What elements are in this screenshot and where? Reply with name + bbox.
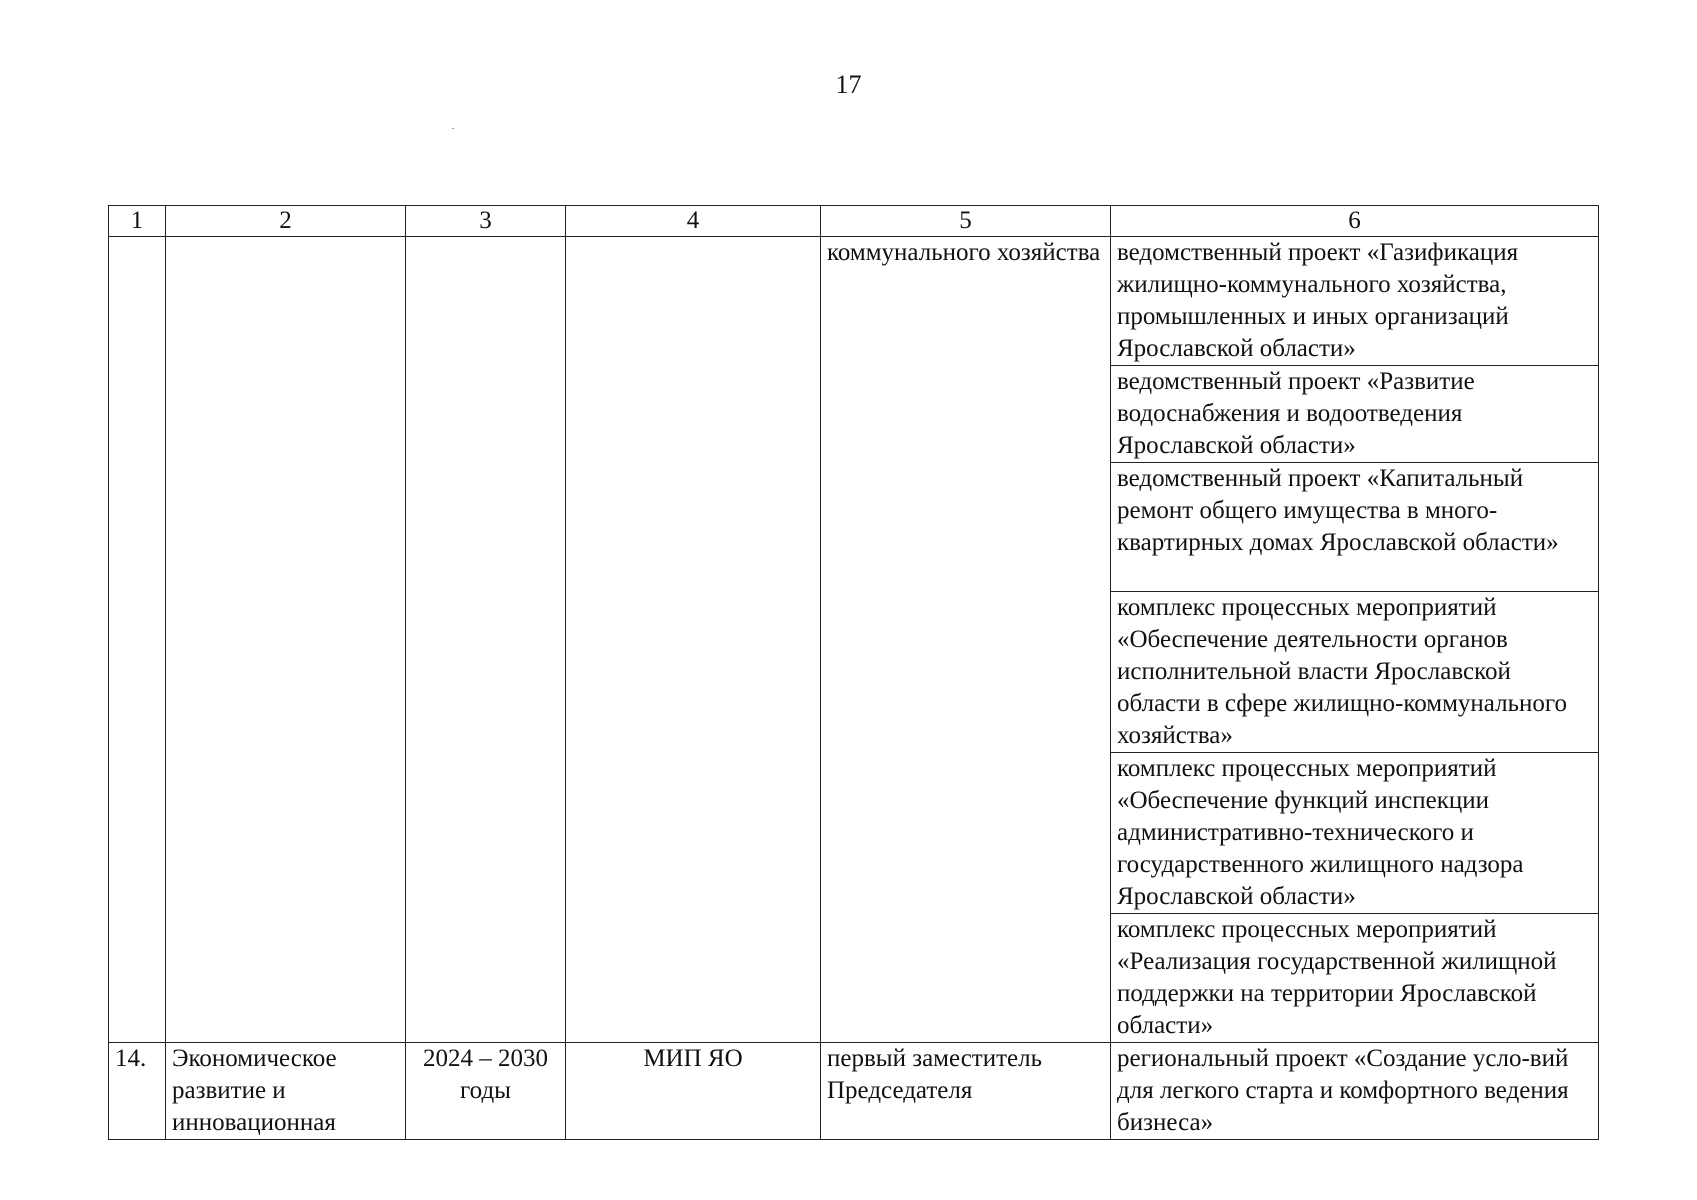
table-row-14 (109, 1043, 1599, 1140)
row-number: 14. (109, 1043, 166, 1140)
program-period: 2024 – 2030 годы (406, 1043, 566, 1140)
table-header-row (109, 206, 1599, 237)
structure-item: комплекс процессных мероприятий «Обеспечение деятельности органов исполнительной власти Ярославской области в сфере жилищно-коммунального хозяйства» (1111, 592, 1599, 753)
structure-item: ведомственный проект «Газификация жилищно-коммунального хозяйства, промышленных и иных организаций Ярославской области» (1111, 237, 1599, 366)
column-header-5: 5 (821, 206, 1111, 237)
page-number: 17 (835, 70, 862, 99)
continued-cell-num (109, 237, 166, 1043)
column-header-1: 1 (109, 206, 166, 237)
continued-cell-curator: коммунального хозяйства (821, 237, 1111, 1043)
program-table (108, 205, 1599, 1140)
table-row (109, 237, 1599, 366)
structure-item: ведомственный проект «Развитие водоснабжения и водоотведения Ярославской области» (1111, 366, 1599, 463)
program-executor: МИП ЯО (566, 1043, 821, 1140)
program-curator: первый заместитель Председателя (821, 1043, 1111, 1140)
structure-item: комплекс процессных мероприятий «Реализация государственной жилищной поддержки на территории Ярославской области» (1111, 914, 1599, 1043)
structure-item: комплекс процессных мероприятий «Обеспечение функций инспекции административно-технического и государственного жилищного надзора Ярославской области» (1111, 753, 1599, 914)
structure-item: региональный проект «Создание усло-вий для легкого старта и комфортного ведения бизнеса» (1111, 1043, 1599, 1140)
continued-cell-executor (566, 237, 821, 1043)
column-header-4: 4 (566, 206, 821, 237)
program-name: Экономическое развитие и инновационная (166, 1043, 406, 1140)
continued-cell-name (166, 237, 406, 1043)
column-header-6: 6 (1111, 206, 1599, 237)
column-header-3: 3 (406, 206, 566, 237)
continued-cell-period (406, 237, 566, 1043)
structure-item: ведомственный проект «Капитальный ремонт общего имущества в много-квартирных домах Ярославской области» (1111, 463, 1599, 592)
scan-artifact (452, 128, 454, 129)
column-header-2: 2 (166, 206, 406, 237)
